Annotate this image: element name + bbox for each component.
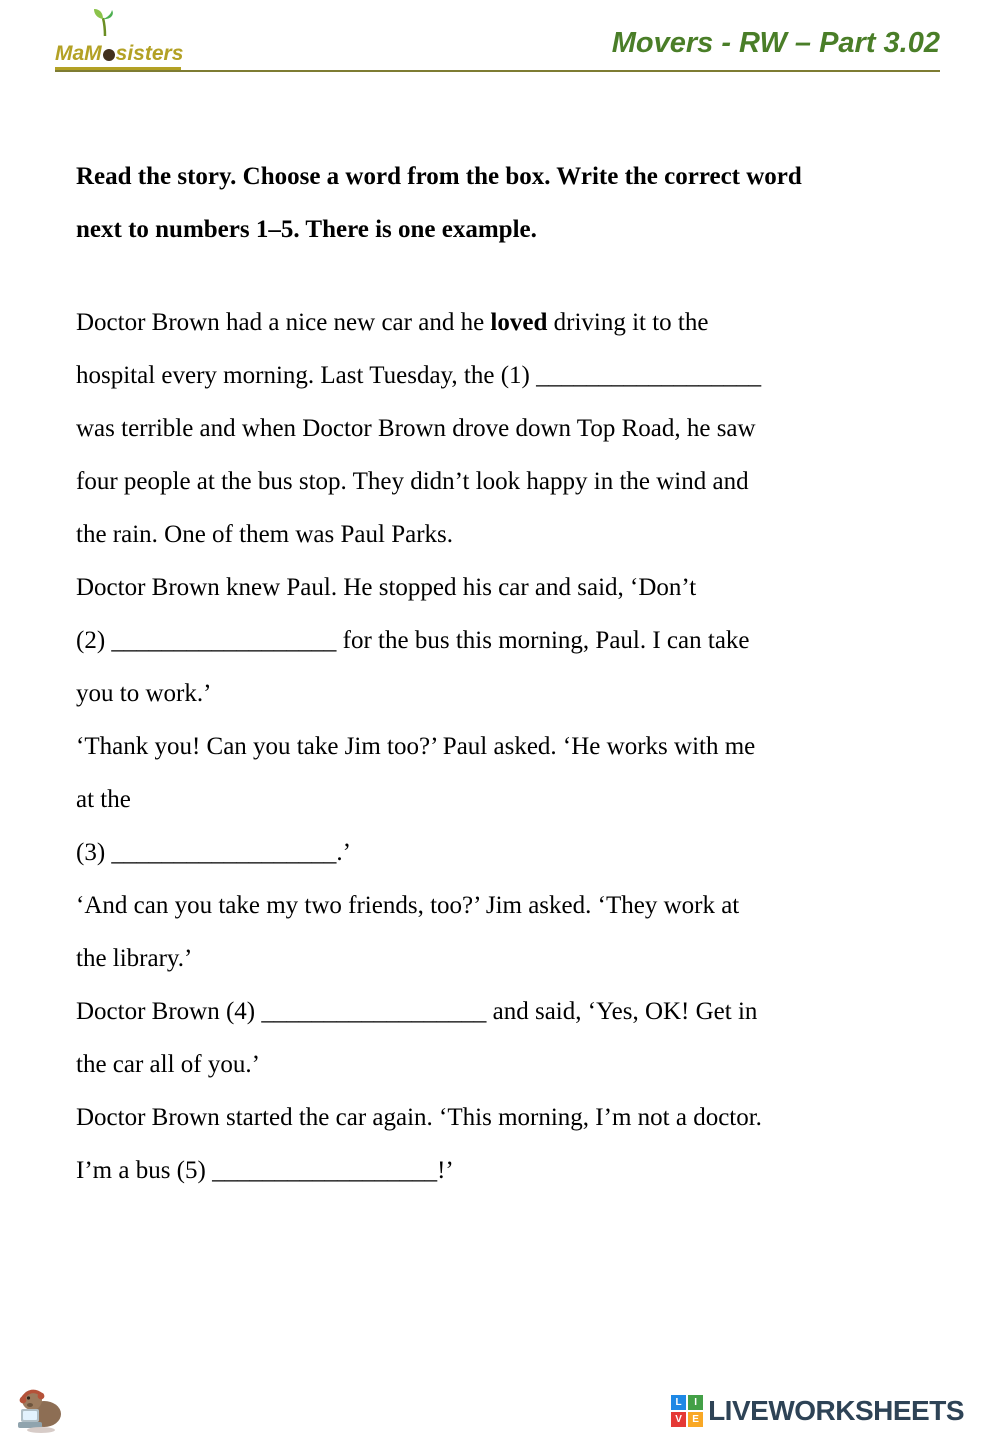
story-line: (2) __________________ for the bus this morning, Paul. I can take	[76, 627, 750, 654]
capybara-mascot-icon	[16, 1382, 66, 1434]
story-line: Doctor Brown (4) __________________ and said, ‘Yes, OK! Get in	[76, 998, 758, 1025]
story-line: Doctor Brown started the car again. ‘This morning, I’m not a doctor.	[76, 1104, 762, 1131]
header-divider	[55, 70, 940, 72]
story-line-first-pre: Doctor Brown had a nice new car and he	[76, 309, 491, 336]
worksheet-title: Movers - RW – Part 3.02	[611, 27, 940, 59]
story-text	[76, 296, 976, 1197]
story-line: hospital every morning. Last Tuesday, the (1) __________________	[76, 362, 762, 389]
story-line: I’m a bus (5) __________________!’	[76, 1157, 454, 1184]
story-bold-word: loved	[490, 309, 548, 336]
liveworksheets-grid-icon	[671, 1395, 703, 1427]
logo-text-part2: sisters	[115, 42, 184, 65]
logo-text-part1: MaM	[55, 42, 102, 65]
grid-tile-i: I	[688, 1395, 703, 1410]
instructions	[76, 150, 956, 256]
liveworksheets-wordmark: LIVEWORKSHEETS	[708, 1395, 964, 1426]
liveworksheets-brand[interactable]	[671, 1395, 964, 1427]
brand-logo-mamasisters	[55, 8, 184, 70]
story-line: ‘And can you take my two friends, too?’ Jim asked. ‘They work at	[76, 892, 740, 919]
story-lines	[76, 349, 976, 1197]
grid-tile-e: E	[688, 1412, 703, 1427]
grid-tile-l: L	[671, 1395, 686, 1410]
story-line: four people at the bus stop. They didn’t look happy in the wind and	[76, 468, 749, 495]
story-line: at the	[76, 786, 131, 813]
story-line: ‘Thank you! Can you take Jim too?’ Paul asked. ‘He works with me	[76, 733, 756, 760]
instruction-line: next to numbers 1–5. There is one example.	[76, 216, 537, 243]
story-line: was terrible and when Doctor Brown drove down Top Road, he saw	[76, 415, 756, 442]
sprout-icon	[89, 6, 121, 38]
story-line: Doctor Brown knew Paul. He stopped his car and said, ‘Don’t	[76, 574, 697, 601]
story-line: the car all of you.’	[76, 1051, 260, 1078]
story-line: you to work.’	[76, 680, 212, 707]
story-line-first	[76, 296, 976, 349]
story-line: the rain. One of them was Paul Parks.	[76, 521, 454, 548]
grid-tile-v: V	[671, 1412, 686, 1427]
story-line: (3) __________________.’	[76, 839, 351, 866]
instruction-line: Read the story. Choose a word from the box. Write the correct word	[76, 163, 802, 190]
story-line-first-post: driving it to the	[547, 309, 709, 336]
story-line: the library.’	[76, 945, 193, 972]
logo-text	[55, 43, 183, 64]
seed-icon	[103, 49, 115, 61]
